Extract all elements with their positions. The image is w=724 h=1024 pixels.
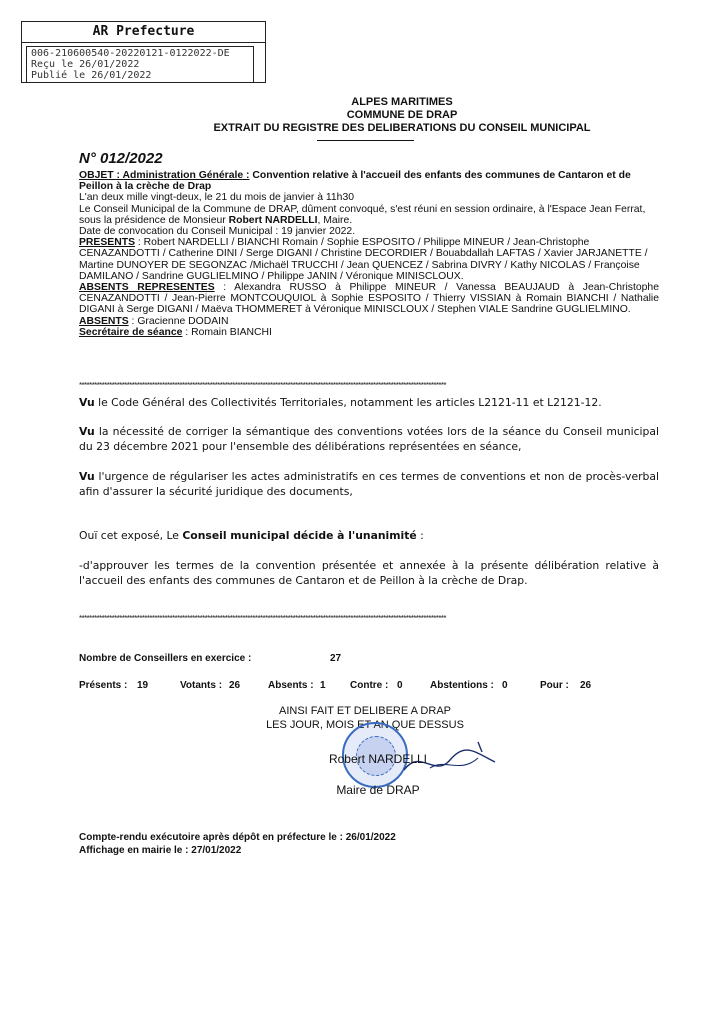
deliberation-number: N° 012/2022 <box>79 150 163 167</box>
decision-bold: Conseil municipal décide à l'unanimité <box>182 529 417 542</box>
approval-text: -d'approuver les termes de la convention présentée et annexée à la présente délibération relative à l'accueil des enfants des communes de Cantaron et de Peillon à la crèche de Drap. <box>79 559 659 587</box>
header-commune: COMMUNE DE DRAP <box>346 109 458 121</box>
council-text: Le Conseil Municipal de la Commune de DRAP, dûment convoqué, s'est réuni en session ordinaire, à l'Espace Jean Ferrat, sous la présidence de Monsieur <box>79 203 646 226</box>
vu-2 <box>79 424 659 454</box>
represented-line <box>79 282 659 316</box>
separator-bottom: ************************************************************************************************************************************************** <box>79 614 446 623</box>
vu-2-lead: Vu <box>79 425 95 438</box>
council-text-end: , Maire. <box>317 214 353 226</box>
vu-1 <box>79 395 659 410</box>
presents-count-value: 19 <box>137 680 149 691</box>
objet-label: OBJET : Administration Générale : <box>79 170 250 181</box>
document-header <box>0 96 724 135</box>
exercice-value: 27 <box>330 653 342 664</box>
presents-count-label: Présents : <box>79 680 128 691</box>
decision-line <box>79 528 659 543</box>
header-department: ALPES MARITIMES <box>351 96 453 108</box>
secretary-name: : Romain BIANCHI <box>182 326 272 338</box>
vu-3-lead: Vu <box>79 470 95 483</box>
signature-line-1: AINSI FAIT ET DELIBERE A DRAP <box>279 705 451 717</box>
council-sentence <box>79 204 659 226</box>
votants-label: Votants : <box>180 680 223 691</box>
stamp-received: Reçu le 26/01/2022 <box>31 59 140 70</box>
stamp-published: Publié le 26/01/2022 <box>31 70 152 81</box>
vu-3 <box>79 469 659 499</box>
represented-label: ABSENTS REPRESENTES <box>79 282 215 294</box>
presents-label: PRESENTS <box>79 237 136 249</box>
deliberation-details <box>79 170 659 338</box>
objet-text: Convention relative à l'accueil des enfants des communes de Cantaron et de Peillon à la crèche de Drap <box>79 170 631 193</box>
absents-list: : Gracienne DODAIN <box>128 315 229 327</box>
presents-list: : Robert NARDELLI / BIANCHI Romain / Sophie ESPOSITO / Philippe MINEUR / Jean-Christophe CENAZANDOTTI / Catherine DINI / Serge DIGANI / Christine DECORDIER / Bouabdallah LAFTAS / Xavier JARJANETTE / Martine DUNOYER DE SEGONZAC /Michaël TRUCCHI / Jean QUENCEZ / Sabrina DIVRY / Kathy NICOLAS / Françoise DAMILANO / Sandrine GUGLIELMINO / Philippe JANIN / Véronique MINISCLOUX. <box>79 237 648 282</box>
signature-line-2: LES JOUR, MOIS ET AN QUE DESSUS <box>266 719 464 731</box>
vu-1-lead: Vu <box>79 396 95 409</box>
president-name: Robert NARDELLI <box>228 214 318 226</box>
represented-list: : Alexandra RUSSO à Philippe MINEUR / Vanessa BEAUJAUD à Jean-Christophe CENAZANDOTTI / Jean-Pierre MONTCOUQUIOL à Sophie ESPOSITO / Thierry VISSIAN à Romain BIANCHI / Nathalie DIGANI à Serge DIGANI / Maëva THOMMERET à Véronique MINISCLOUX / Stephen VIALE Sandrine GUGLIELMINO. <box>79 282 659 316</box>
secretary-line <box>79 327 659 338</box>
abstentions-value: 0 <box>502 680 508 691</box>
contre-label: Contre : <box>350 680 389 691</box>
executoire-line: Compte-rendu exécutoire après dépôt en préfecture le : 26/01/2022 <box>79 832 396 843</box>
separator-top: ************************************************************************************************************************************************** <box>79 381 446 390</box>
meeting-date: L'an deux mille vingt-deux, le 21 du mois de janvier à 11h30 <box>79 192 355 204</box>
absents-count-value: 1 <box>320 680 326 691</box>
votants-value: 26 <box>229 680 241 691</box>
decision-lead: Ouï cet exposé, Le <box>79 529 183 542</box>
mayor-title: Maire de DRAP <box>336 783 420 797</box>
exercice-label: Nombre de Conseillers en exercice : <box>79 653 252 664</box>
abstentions-label: Abstentions : <box>430 680 494 691</box>
mayor-name: Robert NARDELLI <box>328 752 428 766</box>
absents-line <box>79 316 659 327</box>
contre-value: 0 <box>397 680 403 691</box>
pour-label: Pour : <box>540 680 569 691</box>
vu-1-text: le Code Général des Collectivités Territoriales, notamment les articles L2121-11 et L2121-12. <box>94 396 602 409</box>
stamp-title: AR Prefecture <box>22 22 265 43</box>
vu-2-text: la nécessité de corriger la sémantique des conventions votées lors de la séance du Conseil municipal du 23 décembre 2021 pour l'ensemble des délibérations représentées en séance, <box>79 425 659 453</box>
header-divider <box>317 140 414 141</box>
absents-count-label: Absents : <box>268 680 314 691</box>
convocation-date: Date de convocation du Conseil Municipal : 19 janvier 2022. <box>79 226 356 238</box>
stamp-reference: 006-210600540-20220121-0122022-DE <box>31 48 230 59</box>
objet-line <box>79 170 659 192</box>
affichage-line: Affichage en mairie le : 27/01/2022 <box>79 845 242 856</box>
presents-line <box>79 237 659 282</box>
header-title: EXTRAIT DU REGISTRE DES DELIBERATIONS DU CONSEIL MUNICIPAL <box>213 122 591 134</box>
vu-3-text: l'urgence de régulariser les actes administratifs en ces termes de conventions et non de procès-verbal afin d'assurer la sécurité juridique des documents, <box>79 470 659 498</box>
pour-value: 26 <box>580 680 592 691</box>
secretary-label: Secrétaire de séance <box>79 326 183 338</box>
prefecture-stamp <box>21 21 266 83</box>
absents-label: ABSENTS <box>79 315 129 327</box>
stamp-details <box>26 46 254 83</box>
decision-tail: : <box>416 529 424 542</box>
